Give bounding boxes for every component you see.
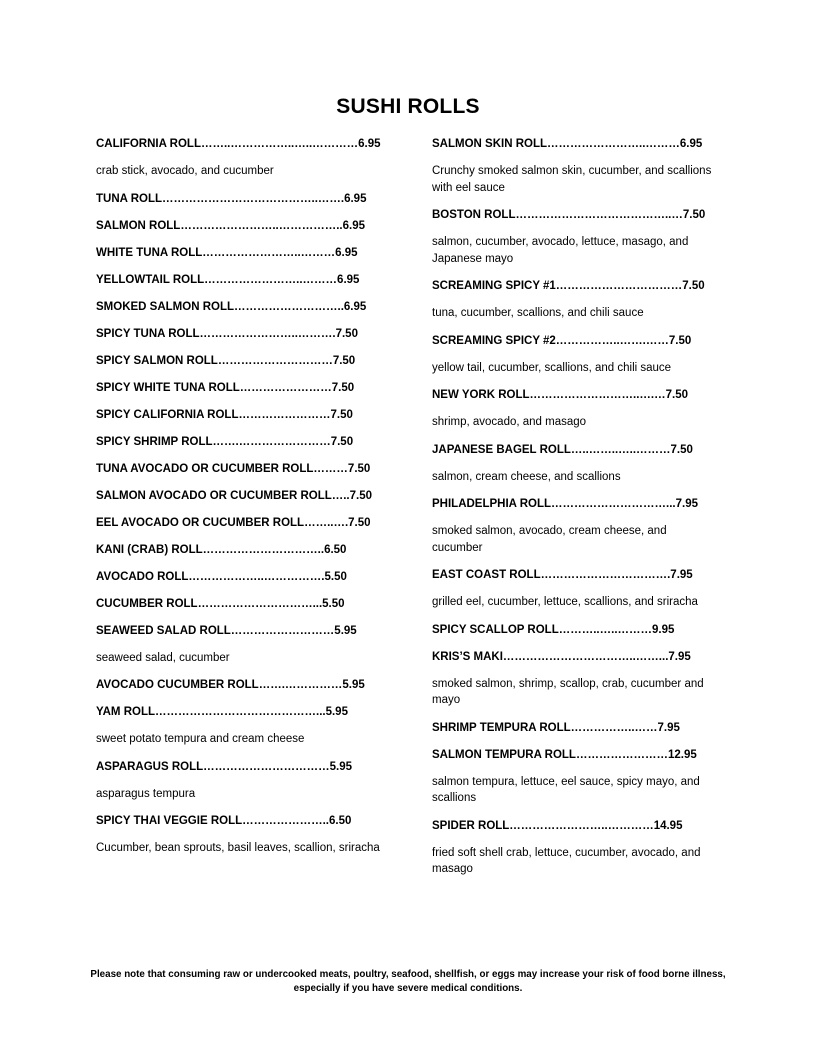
menu-item-description: tuna, cucumber, scallions, and chili sauce [432, 307, 644, 319]
menu-item-description: asparagus tempura [96, 787, 196, 800]
menu-item-name: SPIDER ROLL……………………..…………14.95 [432, 819, 683, 832]
menu-item-name: SHRIMP TEMPURA ROLL……………..……7.95 [432, 721, 680, 734]
menu-item-description: sweet potato tempura and cream cheese [96, 733, 305, 745]
menu-item-name: NEW YORK ROLL………………………..….…7.50 [432, 389, 689, 401]
menu-item-description: Crunchy smoked salmon skin, cucumber, and scallions with eel sauce [432, 165, 712, 194]
menu-item-name: TUNA AVOCADO OR CUCUMBER ROLL………7.50 [96, 462, 371, 475]
menu-item-name: SMOKED SALMON ROLL………………………..6.95 [96, 300, 367, 313]
menu-item-description: Cucumber, bean sprouts, basil leaves, scallion, sriracha [96, 842, 380, 854]
menu-item-description: grilled eel, cucumber, lettuce, scallions, and sriracha [432, 596, 698, 608]
menu-item-name: KRIS’S MAKI……………………………..……...7.95 [432, 650, 691, 663]
menu-item-name: PHILADELPHIA ROLL…………………………...7.95 [432, 498, 699, 510]
menu-item-name: YAM ROLL……………………………………...5.95 [96, 706, 348, 718]
menu-item-description: fried soft shell crab, lettuce, cucumber, avocado, and masago [432, 846, 701, 875]
menu-item-name: SPICY CALIFORNIA ROLL……………………7.50 [96, 408, 353, 421]
menu-item-name: EEL AVOCADO OR CUCUMBER ROLL……..….7.50 [96, 516, 371, 529]
menu-item-name: SEAWEED SALAD ROLL………………………5.95 [96, 624, 357, 637]
menu-item-name: BOSTON ROLL…………………………………..…7.50 [432, 209, 706, 221]
menu-item-description: seaweed salad, cucumber [96, 651, 230, 664]
menu-column-left [96, 136, 382, 868]
food-safety-notice: Please note that consuming raw or undercooked meats, poultry, seafood, shellfish, or eggs may increase your risk of food borne illness, especially if you have severe medical conditions. [90, 969, 726, 994]
menu-item-description: salmon, cucumber, avocado, lettuce, masago, and Japanese mayo [432, 236, 689, 265]
menu-item-description: salmon, cream cheese, and scallions [432, 470, 621, 483]
menu-item-name: EAST COAST ROLL…………………………….7.95 [432, 569, 693, 581]
menu-item-name: CALIFORNIA ROLL……..……………..…..…………6.95 [96, 138, 381, 150]
menu-item-name: SALMON ROLL……………………..……………..6.95 [96, 219, 365, 232]
menu-item-name: CUCUMBER ROLL…………………………...5.50 [96, 597, 345, 610]
menu-item-name: SPICY SALMON ROLL…………………………7.50 [96, 354, 356, 367]
menu-item-name: SPICY WHITE TUNA ROLL……………………7.50 [96, 381, 355, 394]
menu-item-name: SPICY TUNA ROLL……………………..……….7.50 [96, 327, 358, 340]
menu-item-name: TUNA ROLL…………………………………..…….6.95 [96, 192, 367, 205]
menu-item-name: WHITE TUNA ROLL……………………..………6.95 [96, 246, 358, 259]
menu-item-name: SCREAMING SPICY #1……………………………7.50 [432, 280, 705, 292]
menu-item-name: SPICY SHRIMP ROLL…….……………………7.50 [96, 435, 354, 448]
menu-item-name: YELLOWTAIL ROLL……………………..………6.95 [96, 273, 360, 286]
menu-item-description: smoked salmon, shrimp, scallop, crab, cucumber and mayo [432, 677, 704, 706]
menu-item-description: salmon tempura, lettuce, eel sauce, spicy mayo, and scallions [432, 775, 700, 804]
menu-item-description: smoked salmon, avocado, cream cheese, and cucumber [432, 525, 667, 554]
menu-item-name: SALMON AVOCADO OR CUCUMBER ROLL…..7.50 [96, 489, 373, 502]
page-title: SUSHI ROLLS [336, 95, 480, 118]
menu-item-name: KANI (CRAB) ROLL…………………………..6.50 [96, 543, 347, 556]
menu-item-name: JAPANESE BAGEL ROLL…..……..…..………7.50 [432, 443, 693, 456]
menu-item-description: yellow tail, cucumber, scallions, and chili sauce [432, 361, 672, 374]
menu-item-name: SPICY THAI VEGGIE ROLL…………………..6.50 [96, 815, 352, 827]
menu-item-name: SALMON TEMPURA ROLL……………………12.95 [432, 748, 697, 761]
menu-item-name: SPICY SCALLOP ROLL………..…..………9.95 [432, 623, 675, 636]
menu-item-name: SALMON SKIN ROLL……………………..………6.95 [432, 138, 703, 150]
menu-item-name: AVOCADO CUCUMBER ROLL…….……………5.95 [96, 679, 365, 691]
menu-item-name: ASPARAGUS ROLL……………………………5.95 [96, 760, 353, 773]
menu-item-description: shrimp, avocado, and masago [432, 416, 587, 428]
menu-column-right [432, 136, 720, 889]
menu-item-description: crab stick, avocado, and cucumber [96, 165, 274, 177]
menu-item-name: SCREAMING SPICY #2……………..…….……7.50 [432, 334, 692, 347]
menu-item-name: AVOCADO ROLL………………..…………….5.50 [96, 570, 347, 583]
